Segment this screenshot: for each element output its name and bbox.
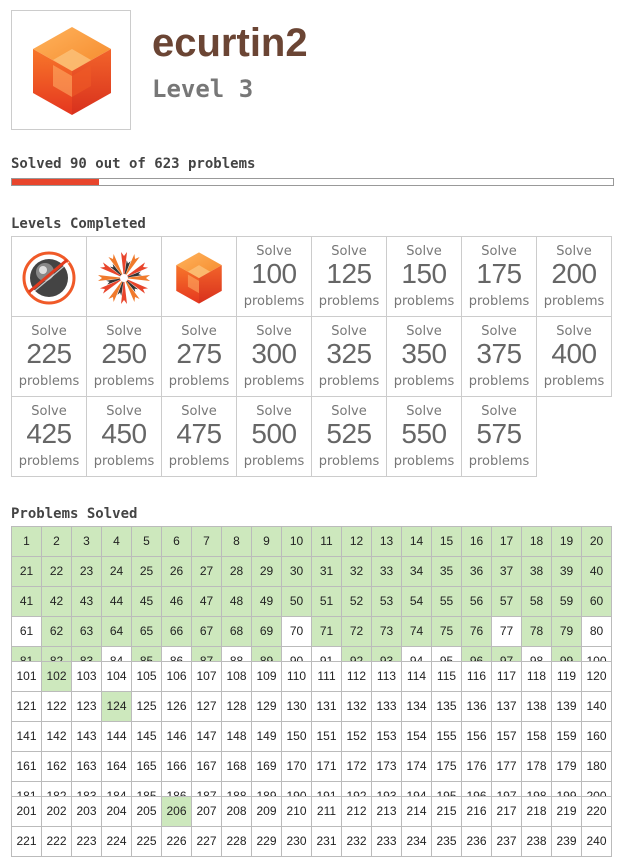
- problem-cell[interactable]: 132: [341, 691, 372, 722]
- level-locked-cell[interactable]: [86, 316, 162, 397]
- problem-cell[interactable]: 103: [71, 661, 102, 692]
- problem-cell[interactable]: 3: [71, 526, 102, 557]
- problems-block-1-100: [11, 526, 611, 676]
- problem-cell[interactable]: 124: [101, 691, 132, 722]
- problem-cell[interactable]: 126: [161, 691, 192, 722]
- level-locked-cell[interactable]: [11, 316, 87, 397]
- problem-cell[interactable]: 64: [101, 616, 132, 647]
- level-locked-cell[interactable]: [386, 316, 462, 397]
- level-solve-label: Solve: [331, 244, 367, 259]
- problem-cell[interactable]: 214: [401, 796, 432, 827]
- problem-cell[interactable]: 2: [41, 526, 72, 557]
- levels-completed-heading: Levels Completed: [11, 216, 146, 232]
- problem-cell[interactable]: 71: [311, 616, 342, 647]
- problem-cell[interactable]: 139: [551, 691, 582, 722]
- problem-cell[interactable]: 156: [461, 721, 492, 752]
- problem-cell[interactable]: 75: [431, 616, 462, 647]
- problem-cell[interactable]: 37: [491, 556, 522, 587]
- level-threshold: 250: [101, 338, 147, 369]
- problem-cell[interactable]: 174: [401, 751, 432, 782]
- problem-cell[interactable]: 179: [551, 751, 582, 782]
- problem-cell[interactable]: 220: [581, 796, 612, 827]
- problem-cell[interactable]: 235: [431, 826, 462, 857]
- problem-cell[interactable]: 203: [71, 796, 102, 827]
- problem-cell[interactable]: 215: [431, 796, 462, 827]
- problem-cell[interactable]: 138: [521, 691, 552, 722]
- problem-cell[interactable]: 145: [131, 721, 162, 752]
- starburst-icon: [96, 250, 152, 306]
- problem-cell[interactable]: 168: [221, 751, 252, 782]
- problem-cell[interactable]: 165: [131, 751, 162, 782]
- problem-cell[interactable]: 18: [521, 526, 552, 557]
- problem-cell[interactable]: 41: [11, 586, 42, 617]
- level-threshold: 325: [326, 338, 372, 369]
- problem-cell[interactable]: 136: [461, 691, 492, 722]
- problem-cell[interactable]: 213: [371, 796, 402, 827]
- level-problems-label: problems: [243, 454, 305, 469]
- problem-cell[interactable]: 70: [281, 616, 312, 647]
- level-locked-cell[interactable]: [461, 236, 537, 317]
- level-problems-label: problems: [93, 454, 155, 469]
- problem-cell[interactable]: 140: [581, 691, 612, 722]
- problem-cell[interactable]: 228: [221, 826, 252, 857]
- problem-cell[interactable]: 44: [101, 586, 132, 617]
- avatar: [11, 10, 131, 130]
- level-solve-label: Solve: [256, 244, 292, 259]
- level-threshold: 575: [476, 418, 522, 449]
- problem-cell[interactable]: 51: [311, 586, 342, 617]
- problem-cell[interactable]: 231: [311, 826, 342, 857]
- problem-cell[interactable]: 128: [221, 691, 252, 722]
- problem-cell[interactable]: 227: [191, 826, 222, 857]
- problem-cell[interactable]: 164: [101, 751, 132, 782]
- problem-cell[interactable]: 125: [131, 691, 162, 722]
- problem-cell[interactable]: 166: [161, 751, 192, 782]
- progress-bar: [11, 178, 614, 186]
- problem-cell[interactable]: 1: [11, 526, 42, 557]
- problem-cell[interactable]: 222: [41, 826, 72, 857]
- problem-cell[interactable]: 112: [341, 661, 372, 692]
- level-locked-cell[interactable]: [386, 396, 462, 477]
- level-problems-label: problems: [543, 294, 605, 309]
- level-solve-label: Solve: [406, 244, 442, 259]
- level-threshold: 275: [176, 338, 222, 369]
- problem-cell[interactable]: 225: [131, 826, 162, 857]
- problems-block-201-300: [11, 796, 611, 856]
- level-3-badge[interactable]: [161, 236, 237, 317]
- level-solve-label: Solve: [481, 244, 517, 259]
- problem-cell[interactable]: 10: [281, 526, 312, 557]
- problem-cell[interactable]: 80: [581, 616, 612, 647]
- problem-cell[interactable]: 161: [11, 751, 42, 782]
- level-solve-label: Solve: [106, 324, 142, 339]
- level-locked-cell[interactable]: [461, 316, 537, 397]
- problem-cell[interactable]: 121: [11, 691, 42, 722]
- level-solve-label: Solve: [106, 404, 142, 419]
- user-level: Level 3: [152, 75, 254, 103]
- level-problems-label: problems: [468, 374, 530, 389]
- problem-cell[interactable]: 5: [131, 526, 162, 557]
- problem-cell[interactable]: 152: [341, 721, 372, 752]
- level-solve-label: Solve: [331, 324, 367, 339]
- problem-cell[interactable]: 105: [131, 661, 162, 692]
- problem-cell[interactable]: 108: [221, 661, 252, 692]
- problem-cell[interactable]: 232: [341, 826, 372, 857]
- problem-cell[interactable]: 158: [521, 721, 552, 752]
- problem-cell[interactable]: 162: [41, 751, 72, 782]
- problem-cell[interactable]: 115: [431, 661, 462, 692]
- problem-cell[interactable]: 129: [251, 691, 282, 722]
- problems-block-101-200: [11, 661, 611, 811]
- problem-cell[interactable]: 238: [521, 826, 552, 857]
- problem-cell[interactable]: 216: [461, 796, 492, 827]
- problem-cell[interactable]: 106: [161, 661, 192, 692]
- level-problems-label: problems: [93, 374, 155, 389]
- problem-cell[interactable]: 58: [521, 586, 552, 617]
- level-solve-label: Solve: [556, 324, 592, 339]
- level-threshold: 375: [476, 338, 522, 369]
- level-solve-label: Solve: [556, 244, 592, 259]
- level-solve-label: Solve: [331, 404, 367, 419]
- problem-cell[interactable]: 146: [161, 721, 192, 752]
- problem-cell[interactable]: 54: [401, 586, 432, 617]
- level-problems-label: problems: [318, 294, 380, 309]
- problem-cell[interactable]: 13: [371, 526, 402, 557]
- level-threshold: 550: [401, 418, 447, 449]
- level-solve-label: Solve: [481, 404, 517, 419]
- level-problems-label: problems: [393, 374, 455, 389]
- level-problems-label: problems: [468, 454, 530, 469]
- level-threshold: 100: [251, 258, 297, 289]
- problem-cell[interactable]: 147: [191, 721, 222, 752]
- problem-cell[interactable]: 149: [251, 721, 282, 752]
- level-threshold: 350: [401, 338, 447, 369]
- problem-cell[interactable]: 154: [401, 721, 432, 752]
- problem-cell[interactable]: 32: [341, 556, 372, 587]
- problem-cell[interactable]: 11: [311, 526, 342, 557]
- sphere-orbit-icon: [21, 250, 77, 306]
- level-problems-label: problems: [243, 294, 305, 309]
- level-threshold: 425: [26, 418, 72, 449]
- problem-cell[interactable]: 26: [161, 556, 192, 587]
- problem-cell[interactable]: 25: [131, 556, 162, 587]
- level-threshold: 225: [26, 338, 72, 369]
- problem-cell[interactable]: 143: [71, 721, 102, 752]
- level-threshold: 300: [251, 338, 297, 369]
- problem-cell[interactable]: 142: [41, 721, 72, 752]
- problem-cell[interactable]: 30: [281, 556, 312, 587]
- problem-cell[interactable]: 17: [491, 526, 522, 557]
- problem-cell[interactable]: 31: [311, 556, 342, 587]
- problem-cell[interactable]: 113: [371, 661, 402, 692]
- problem-cell[interactable]: 169: [251, 751, 282, 782]
- problem-cell[interactable]: 134: [401, 691, 432, 722]
- problem-cell[interactable]: 226: [161, 826, 192, 857]
- level-threshold: 200: [551, 258, 597, 289]
- problem-cell[interactable]: 22: [41, 556, 72, 587]
- problem-cell[interactable]: 4: [101, 526, 132, 557]
- level-locked-cell[interactable]: [236, 236, 312, 317]
- problem-cell[interactable]: 206: [161, 796, 192, 827]
- problem-cell[interactable]: 170: [281, 751, 312, 782]
- problem-cell[interactable]: 175: [431, 751, 462, 782]
- problem-cell[interactable]: 141: [11, 721, 42, 752]
- problem-cell[interactable]: 27: [191, 556, 222, 587]
- problem-cell[interactable]: 6: [161, 526, 192, 557]
- problem-cell[interactable]: 155: [431, 721, 462, 752]
- problem-cell[interactable]: 35: [431, 556, 462, 587]
- problem-cell[interactable]: 137: [491, 691, 522, 722]
- problem-cell[interactable]: 120: [581, 661, 612, 692]
- problem-cell[interactable]: 60: [581, 586, 612, 617]
- problem-cell[interactable]: 207: [191, 796, 222, 827]
- level-threshold: 125: [326, 258, 372, 289]
- problem-cell[interactable]: 221: [11, 826, 42, 857]
- level-locked-cell[interactable]: [11, 396, 87, 477]
- problem-cell[interactable]: 36: [461, 556, 492, 587]
- level-threshold: 525: [326, 418, 372, 449]
- problem-cell[interactable]: 130: [281, 691, 312, 722]
- problem-cell[interactable]: 109: [251, 661, 282, 692]
- problem-cell[interactable]: 131: [311, 691, 342, 722]
- problem-cell[interactable]: 43: [71, 586, 102, 617]
- problem-cell[interactable]: 160: [581, 721, 612, 752]
- problem-cell[interactable]: 68: [221, 616, 252, 647]
- level-solve-label: Solve: [406, 404, 442, 419]
- problem-cell[interactable]: 116: [461, 661, 492, 692]
- problem-cell[interactable]: 42: [41, 586, 72, 617]
- level-problems-label: problems: [543, 374, 605, 389]
- problem-cell[interactable]: 144: [101, 721, 132, 752]
- problem-cell[interactable]: 204: [101, 796, 132, 827]
- problem-cell[interactable]: 39: [551, 556, 582, 587]
- level-solve-label: Solve: [181, 404, 217, 419]
- levels-grid: [11, 236, 611, 476]
- level-locked-cell[interactable]: [536, 236, 612, 317]
- problem-cell[interactable]: 219: [551, 796, 582, 827]
- username: ecurtin2: [152, 21, 308, 65]
- problem-cell[interactable]: 122: [41, 691, 72, 722]
- level-locked-cell[interactable]: [311, 316, 387, 397]
- problem-cell[interactable]: 78: [521, 616, 552, 647]
- problem-cell[interactable]: 239: [551, 826, 582, 857]
- problem-cell[interactable]: 159: [551, 721, 582, 752]
- problem-cell[interactable]: 167: [191, 751, 222, 782]
- problem-cell[interactable]: 224: [101, 826, 132, 857]
- problem-cell[interactable]: 59: [551, 586, 582, 617]
- problem-cell[interactable]: 20: [581, 526, 612, 557]
- problem-cell[interactable]: 65: [131, 616, 162, 647]
- problem-cell[interactable]: 119: [551, 661, 582, 692]
- solved-count-text: Solved 90 out of 623 problems: [11, 156, 256, 172]
- problem-cell[interactable]: 237: [491, 826, 522, 857]
- problem-cell[interactable]: 29: [251, 556, 282, 587]
- level-threshold: 175: [476, 258, 522, 289]
- level-2-badge[interactable]: [86, 236, 162, 317]
- level-locked-cell[interactable]: [311, 396, 387, 477]
- problem-cell[interactable]: 7: [191, 526, 222, 557]
- level-solve-label: Solve: [256, 324, 292, 339]
- problem-cell[interactable]: 114: [401, 661, 432, 692]
- problem-cell[interactable]: 208: [221, 796, 252, 827]
- problem-cell[interactable]: 9: [251, 526, 282, 557]
- level-problems-label: problems: [393, 454, 455, 469]
- problem-cell[interactable]: 56: [461, 586, 492, 617]
- problem-cell[interactable]: 53: [371, 586, 402, 617]
- problem-cell[interactable]: 171: [311, 751, 342, 782]
- problem-cell[interactable]: 240: [581, 826, 612, 857]
- problem-cell[interactable]: 135: [431, 691, 462, 722]
- level-locked-cell[interactable]: [461, 396, 537, 477]
- problem-cell[interactable]: 157: [491, 721, 522, 752]
- problem-cell[interactable]: 24: [101, 556, 132, 587]
- problem-cell[interactable]: 118: [521, 661, 552, 692]
- problem-cell[interactable]: 223: [71, 826, 102, 857]
- problem-cell[interactable]: 111: [311, 661, 342, 692]
- problem-cell[interactable]: 63: [71, 616, 102, 647]
- problem-cell[interactable]: 66: [161, 616, 192, 647]
- problem-cell[interactable]: 48: [221, 586, 252, 617]
- level-threshold: 475: [176, 418, 222, 449]
- problem-cell[interactable]: 28: [221, 556, 252, 587]
- problem-cell[interactable]: 148: [221, 721, 252, 752]
- level-solve-label: Solve: [31, 324, 67, 339]
- problem-cell[interactable]: 19: [551, 526, 582, 557]
- problem-cell[interactable]: 178: [521, 751, 552, 782]
- problem-cell[interactable]: 205: [131, 796, 162, 827]
- problem-cell[interactable]: 229: [251, 826, 282, 857]
- level-problems-label: problems: [468, 294, 530, 309]
- problem-cell[interactable]: 172: [341, 751, 372, 782]
- problem-cell[interactable]: 104: [101, 661, 132, 692]
- problem-cell[interactable]: 62: [41, 616, 72, 647]
- problem-cell[interactable]: 12: [341, 526, 372, 557]
- problem-cell[interactable]: 230: [281, 826, 312, 857]
- level-threshold: 500: [251, 418, 297, 449]
- problem-cell[interactable]: 67: [191, 616, 222, 647]
- problem-cell[interactable]: 127: [191, 691, 222, 722]
- problem-cell[interactable]: 34: [401, 556, 432, 587]
- problem-cell[interactable]: 150: [281, 721, 312, 752]
- problem-cell[interactable]: 69: [251, 616, 282, 647]
- level-threshold: 400: [551, 338, 597, 369]
- problem-cell[interactable]: 209: [251, 796, 282, 827]
- level-problems-label: problems: [18, 454, 80, 469]
- problem-cell[interactable]: 23: [71, 556, 102, 587]
- problem-cell[interactable]: 46: [161, 586, 192, 617]
- problem-cell[interactable]: 79: [551, 616, 582, 647]
- problem-cell[interactable]: 47: [191, 586, 222, 617]
- problem-cell[interactable]: 77: [491, 616, 522, 647]
- problem-cell[interactable]: 117: [491, 661, 522, 692]
- problem-cell[interactable]: 45: [131, 586, 162, 617]
- problem-cell[interactable]: 57: [491, 586, 522, 617]
- problem-cell[interactable]: 33: [371, 556, 402, 587]
- problem-cell[interactable]: 123: [71, 691, 102, 722]
- problem-cell[interactable]: 218: [521, 796, 552, 827]
- problem-cell[interactable]: 151: [311, 721, 342, 752]
- level-solve-label: Solve: [181, 324, 217, 339]
- level-threshold: 450: [101, 418, 147, 449]
- problem-cell[interactable]: 212: [341, 796, 372, 827]
- problem-cell[interactable]: 74: [401, 616, 432, 647]
- level-solve-label: Solve: [31, 404, 67, 419]
- problem-cell[interactable]: 233: [371, 826, 402, 857]
- level-problems-label: problems: [168, 454, 230, 469]
- problem-cell[interactable]: 101: [11, 661, 42, 692]
- problems-solved-heading: Problems Solved: [11, 506, 138, 522]
- problem-cell[interactable]: 133: [371, 691, 402, 722]
- progress-bar-fill: [12, 179, 99, 185]
- level-problems-label: problems: [318, 454, 380, 469]
- problem-cell[interactable]: 16: [461, 526, 492, 557]
- problem-cell[interactable]: 73: [371, 616, 402, 647]
- problem-cell[interactable]: 236: [461, 826, 492, 857]
- problem-cell[interactable]: 21: [11, 556, 42, 587]
- level-solve-label: Solve: [406, 324, 442, 339]
- level-locked-cell[interactable]: [161, 316, 237, 397]
- problem-cell[interactable]: 49: [251, 586, 282, 617]
- level-problems-label: problems: [393, 294, 455, 309]
- problem-cell[interactable]: 163: [71, 751, 102, 782]
- orange-cube-icon: [171, 250, 227, 306]
- level-threshold: 150: [401, 258, 447, 289]
- level-locked-cell[interactable]: [161, 396, 237, 477]
- problem-cell[interactable]: 217: [491, 796, 522, 827]
- problem-cell[interactable]: 234: [401, 826, 432, 857]
- level-locked-cell[interactable]: [311, 236, 387, 317]
- problem-cell[interactable]: 61: [11, 616, 42, 647]
- problem-cell[interactable]: 50: [281, 586, 312, 617]
- problem-cell[interactable]: 180: [581, 751, 612, 782]
- problem-cell[interactable]: 14: [401, 526, 432, 557]
- level-1-badge[interactable]: [11, 236, 87, 317]
- problem-cell[interactable]: 102: [41, 661, 72, 692]
- level-locked-cell[interactable]: [236, 316, 312, 397]
- level-locked-cell[interactable]: [386, 236, 462, 317]
- problem-cell[interactable]: 107: [191, 661, 222, 692]
- problem-cell[interactable]: 55: [431, 586, 462, 617]
- level-problems-label: problems: [318, 374, 380, 389]
- level-problems-label: problems: [168, 374, 230, 389]
- problem-cell[interactable]: 76: [461, 616, 492, 647]
- problem-cell[interactable]: 72: [341, 616, 372, 647]
- level-solve-label: Solve: [481, 324, 517, 339]
- problem-cell[interactable]: 211: [311, 796, 342, 827]
- problem-cell[interactable]: 40: [581, 556, 612, 587]
- problem-cell[interactable]: 52: [341, 586, 372, 617]
- problem-cell[interactable]: 110: [281, 661, 312, 692]
- orange-cube-icon: [29, 23, 115, 119]
- problem-cell[interactable]: 202: [41, 796, 72, 827]
- problem-cell[interactable]: 177: [491, 751, 522, 782]
- level-locked-cell[interactable]: [236, 396, 312, 477]
- level-locked-cell[interactable]: [86, 396, 162, 477]
- problem-cell[interactable]: 153: [371, 721, 402, 752]
- problem-cell[interactable]: 8: [221, 526, 252, 557]
- problem-cell[interactable]: 176: [461, 751, 492, 782]
- level-solve-label: Solve: [256, 404, 292, 419]
- problem-cell[interactable]: 210: [281, 796, 312, 827]
- level-problems-label: problems: [243, 374, 305, 389]
- problem-cell[interactable]: 15: [431, 526, 462, 557]
- problem-cell[interactable]: 173: [371, 751, 402, 782]
- level-locked-cell[interactable]: [536, 316, 612, 397]
- level-problems-label: problems: [18, 374, 80, 389]
- problem-cell[interactable]: 38: [521, 556, 552, 587]
- problem-cell[interactable]: 201: [11, 796, 42, 827]
